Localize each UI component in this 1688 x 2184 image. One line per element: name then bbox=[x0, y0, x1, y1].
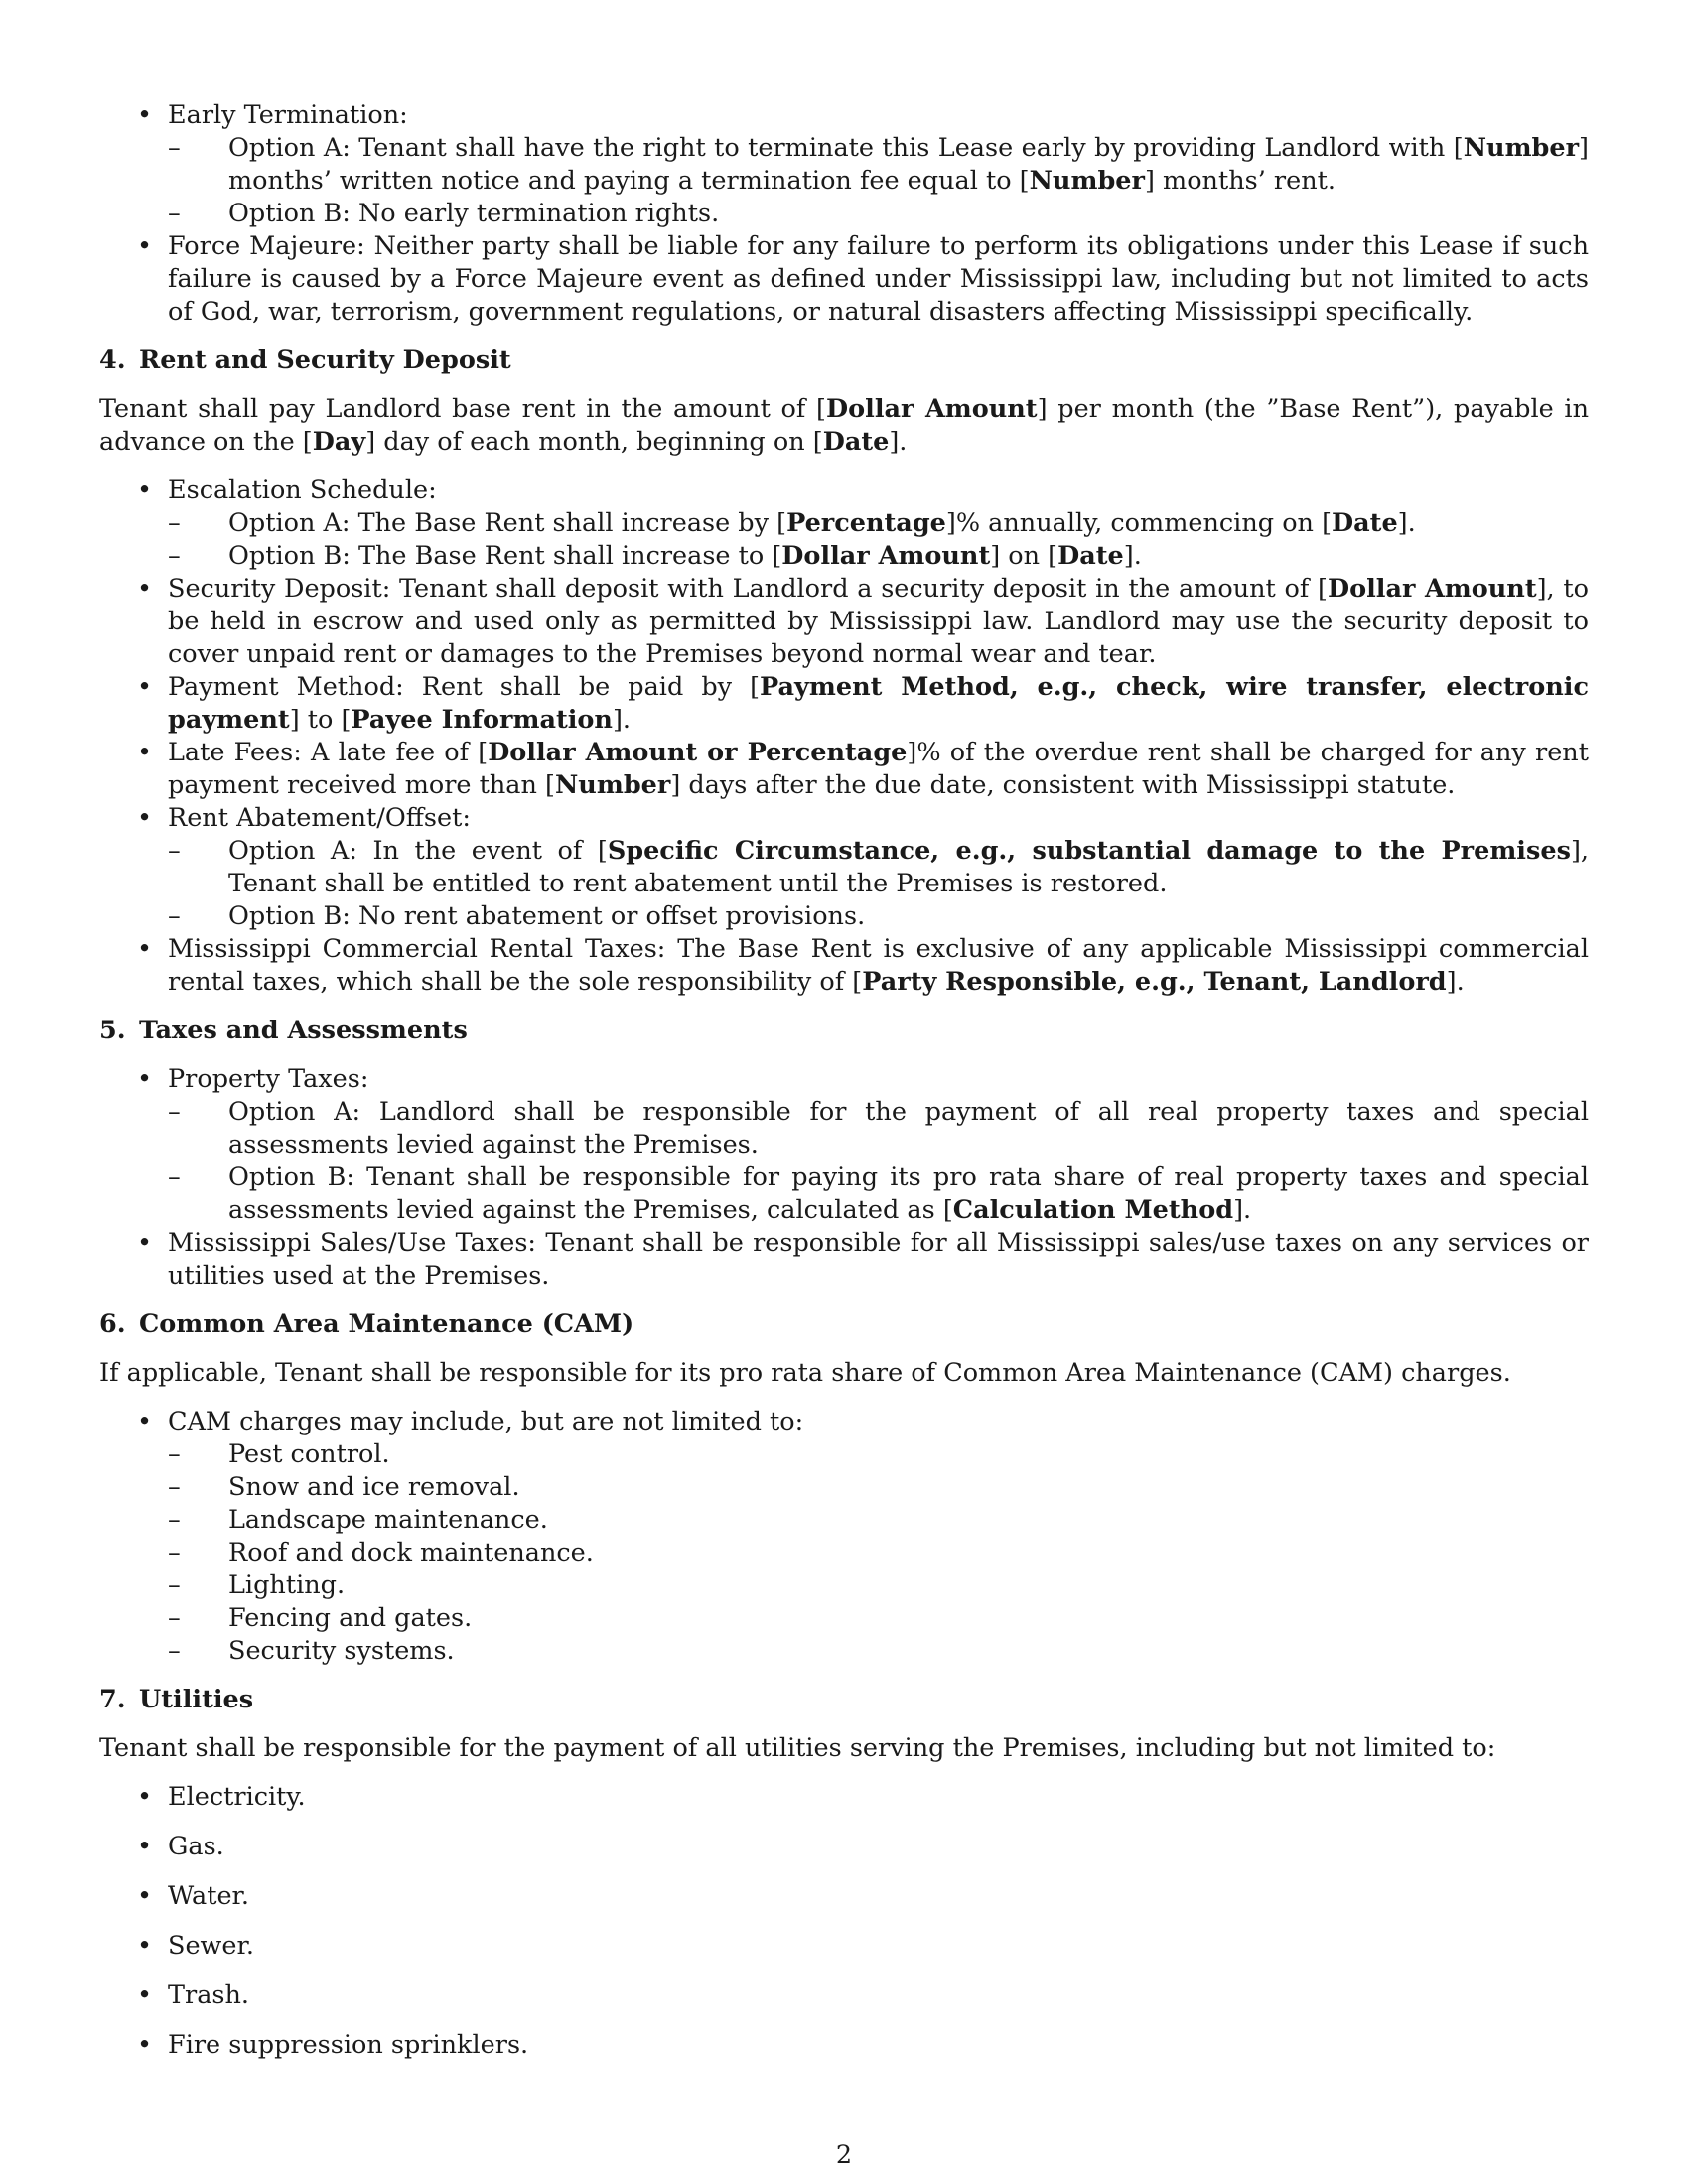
early-termination-label: Early Termination: bbox=[168, 100, 408, 130]
text: Option B: No early termination rights. bbox=[228, 199, 720, 228]
section-5-heading bbox=[99, 1015, 1589, 1047]
text: Option B: No rent abatement or offset provisions. bbox=[228, 901, 866, 931]
page-number: 2 bbox=[835, 2140, 853, 2170]
placeholder: Payment Method, e.g., check, wire transfer, electronic payment bbox=[168, 672, 1590, 735]
text: ] per month (the ”Base Rent”), payable in advance on the [ bbox=[99, 394, 1589, 457]
list-item bbox=[168, 132, 1589, 198]
list-item bbox=[99, 933, 1589, 999]
rent-intro-paragraph bbox=[99, 393, 1589, 459]
section-title: Taxes and Assessments bbox=[139, 1016, 468, 1045]
list-item bbox=[99, 230, 1589, 329]
placeholder: Percentage bbox=[786, 508, 946, 538]
section-number: 4. bbox=[99, 345, 126, 375]
list-item: – Snow and ice removal. bbox=[168, 1471, 1589, 1504]
placeholder: Dollar Amount bbox=[1328, 574, 1537, 604]
list-item bbox=[168, 835, 1589, 900]
escalation-label: Escalation Schedule: bbox=[168, 476, 437, 505]
utilities-intro-paragraph: Tenant shall be responsible for the payment of all utilities serving the Premises, including but not limited to: bbox=[99, 1733, 1496, 1763]
abatement-label: Rent Abatement/Offset: bbox=[168, 803, 471, 833]
text: Late Fees: A late fee of [ bbox=[168, 738, 489, 767]
text: ] day of each month, beginning on [ bbox=[365, 427, 823, 457]
list-item: • Electricity. bbox=[99, 1781, 1589, 1814]
early-termination-options bbox=[168, 132, 1589, 230]
text: Option A: In the event of [ bbox=[228, 836, 608, 866]
text: Option A: Landlord shall be responsible for the payment of all real property taxes and special assessments levied against the Premises. bbox=[228, 1097, 1589, 1160]
cam-items bbox=[168, 1438, 1589, 1668]
list-item: – Roof and dock maintenance. bbox=[168, 1537, 1589, 1570]
text: Option A: The Base Rent shall increase by [ bbox=[228, 508, 787, 538]
list-item bbox=[99, 802, 1589, 933]
text: ]. bbox=[1233, 1195, 1252, 1225]
list-item: • Sewer. bbox=[99, 1930, 1589, 1963]
placeholder: Specific Circumstance, e.g., substantial damage to the Premises bbox=[607, 836, 1571, 866]
placeholder: Date bbox=[822, 427, 890, 457]
list-item bbox=[99, 1227, 1589, 1293]
placeholder: Number bbox=[1029, 166, 1145, 196]
text: ] to [ bbox=[289, 705, 352, 735]
list-item bbox=[99, 1063, 1589, 1227]
text: ]% of the overdue rent shall be charged for any rent payment received more than [ bbox=[168, 738, 1589, 800]
placeholder: Calculation Method bbox=[952, 1195, 1234, 1225]
cam-list-label: CAM charges may include, but are not limited to: bbox=[168, 1407, 804, 1436]
section-number: 5. bbox=[99, 1016, 126, 1045]
list-item bbox=[168, 540, 1589, 573]
text: ] on [ bbox=[990, 541, 1058, 571]
text: ]. bbox=[889, 427, 908, 457]
placeholder: Payee Information bbox=[351, 705, 613, 735]
text: ]% annually, commencing on [ bbox=[945, 508, 1333, 538]
placeholder: Dollar Amount or Percentage bbox=[488, 738, 908, 767]
text: Option B: Tenant shall be responsible for paying its pro rata share of real property taxes and special assessments levied against the Premises, calculated as [ bbox=[228, 1162, 1589, 1225]
list-item: – Security systems. bbox=[168, 1635, 1589, 1668]
cam-intro-paragraph: If applicable, Tenant shall be responsible for its pro rata share of Common Area Maintenance (CAM) charges. bbox=[99, 1358, 1511, 1388]
text: ], Tenant shall be entitled to rent abatement until the Premises is restored. bbox=[228, 836, 1589, 898]
list-item: • Gas. bbox=[99, 1831, 1589, 1863]
section-number: 6. bbox=[99, 1309, 126, 1339]
section-4-list bbox=[99, 475, 1589, 999]
section-6-list bbox=[99, 1406, 1589, 1668]
text: Security Deposit: Tenant shall deposit with Landlord a security deposit in the amount of [ bbox=[168, 574, 1328, 604]
list-item bbox=[99, 737, 1589, 802]
text: ]. bbox=[1397, 508, 1416, 538]
placeholder: Number bbox=[554, 770, 671, 800]
list-item bbox=[168, 900, 1589, 933]
list-item: • Trash. bbox=[99, 1979, 1589, 2012]
list-item bbox=[168, 1161, 1589, 1227]
list-item: – Landscape maintenance. bbox=[168, 1504, 1589, 1537]
placeholder: Dollar Amount bbox=[826, 394, 1038, 424]
text: Mississippi Sales/Use Taxes: Tenant shall be responsible for all Mississippi sales/use taxes on any services or utilities used at the Premises. bbox=[168, 1228, 1589, 1291]
text: ]. bbox=[1123, 541, 1142, 571]
text: ] days after the due date, consistent with Mississippi statute. bbox=[670, 770, 1456, 800]
text: ]. bbox=[612, 705, 632, 735]
list-item bbox=[168, 507, 1589, 540]
placeholder: Day bbox=[312, 427, 366, 457]
section-7-heading bbox=[99, 1684, 1589, 1716]
list-item: • Water. bbox=[99, 1880, 1589, 1913]
text: Option A: Tenant shall have the right to terminate this Lease early by providing Landlord with [ bbox=[228, 133, 1464, 163]
property-taxes-label: Property Taxes: bbox=[168, 1064, 369, 1094]
list-item bbox=[99, 1406, 1589, 1668]
list-item: • Fire suppression sprinklers. bbox=[99, 2029, 1589, 2062]
list-item bbox=[99, 573, 1589, 671]
placeholder: Date bbox=[1332, 508, 1398, 538]
section-number: 7. bbox=[99, 1685, 126, 1714]
list-item bbox=[99, 475, 1589, 573]
section-3-list bbox=[99, 99, 1589, 329]
property-taxes-options bbox=[168, 1096, 1589, 1227]
placeholder: Number bbox=[1463, 133, 1580, 163]
utilities-list bbox=[99, 1781, 1589, 2062]
placeholder: Dollar Amount bbox=[781, 541, 991, 571]
placeholder: Party Responsible, e.g., Tenant, Landlord bbox=[862, 967, 1447, 997]
list-item: – Lighting. bbox=[168, 1570, 1589, 1602]
list-item bbox=[99, 99, 1589, 230]
text: ]. bbox=[1446, 967, 1465, 997]
section-title: Utilities bbox=[139, 1685, 254, 1714]
placeholder: Date bbox=[1057, 541, 1124, 571]
text: Option B: The Base Rent shall increase to [ bbox=[228, 541, 782, 571]
text: Mississippi Commercial Rental Taxes: The Base Rent is exclusive of any applicable Mississippi commercial rental taxes, which shall be the sole responsibility of [ bbox=[168, 934, 1589, 997]
list-item bbox=[168, 198, 1589, 230]
text: ] months’ rent. bbox=[1144, 166, 1336, 196]
text: ], to be held in escrow and used only as permitted by Mississippi law. Landlord may use the security deposit to cover unpaid rent or damages to the Premises beyond normal wear and tear. bbox=[168, 574, 1589, 669]
text: ] months’ written notice and paying a termination fee equal to [ bbox=[228, 133, 1589, 196]
list-item bbox=[99, 671, 1589, 737]
section-6-heading bbox=[99, 1308, 1589, 1341]
abatement-options bbox=[168, 835, 1589, 933]
list-item bbox=[168, 1096, 1589, 1161]
force-majeure-text: Force Majeure: Neither party shall be liable for any failure to perform its obligations under this Lease if such failure is caused by a Force Majeure event as defined under Mississippi law, including but not limited to acts of God, war, terrorism, government regulations, or natural disasters affecting Mississippi specifically. bbox=[168, 231, 1589, 327]
section-4-heading bbox=[99, 344, 1589, 377]
text: Tenant shall pay Landlord base rent in the amount of [ bbox=[99, 394, 827, 424]
section-title: Common Area Maintenance (CAM) bbox=[139, 1309, 634, 1339]
list-item: – Fencing and gates. bbox=[168, 1602, 1589, 1635]
document-page bbox=[99, 99, 1589, 2079]
section-5-list bbox=[99, 1063, 1589, 1293]
list-item: – Pest control. bbox=[168, 1438, 1589, 1471]
text: Payment Method: Rent shall be paid by [ bbox=[168, 672, 761, 702]
section-title: Rent and Security Deposit bbox=[139, 345, 511, 375]
escalation-options bbox=[168, 507, 1589, 573]
